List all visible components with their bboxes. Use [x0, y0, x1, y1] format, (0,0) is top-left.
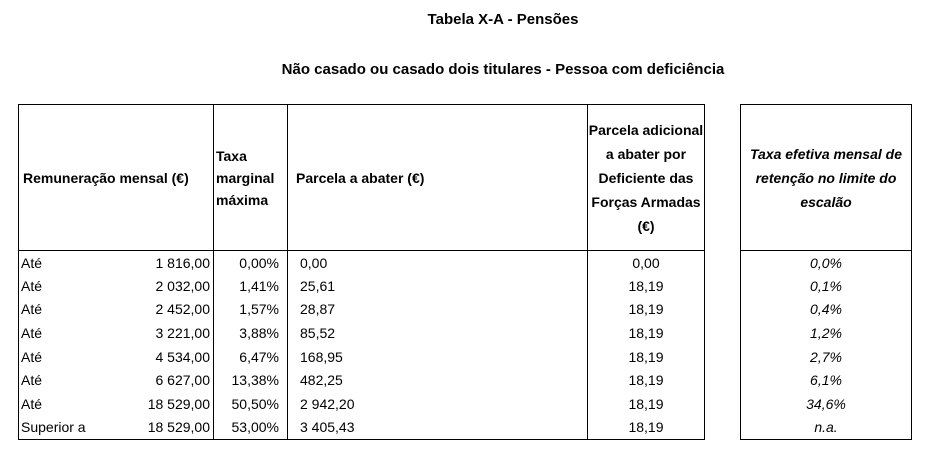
table-row [19, 298, 705, 322]
remuneracao-cell [19, 345, 214, 369]
parcela-cell: 3 405,43 [288, 416, 588, 440]
taxa-cell: 1,41% [214, 274, 288, 298]
adicional-cell: 18,19 [588, 345, 705, 369]
remuneracao-cell [19, 416, 214, 440]
table-row [19, 274, 705, 298]
header-remuneracao: Remuneração mensal (€) [19, 105, 214, 251]
remuneracao-label: Até [21, 348, 43, 365]
remuneracao-cell [19, 251, 214, 275]
remuneracao-value: 3 221,00 [155, 325, 210, 342]
header-parcela: Parcela a abater (€) [288, 105, 588, 251]
adicional-cell: 18,19 [588, 368, 705, 392]
efetiva-cell: 34,6% [741, 392, 912, 416]
taxa-cell: 3,88% [214, 321, 288, 345]
remuneracao-value: 18 529,00 [147, 419, 210, 436]
remuneracao-cell [19, 298, 214, 322]
adicional-cell: 18,19 [588, 416, 705, 440]
header-efetiva: Taxa efetiva mensal de retenção no limite do escalão [741, 105, 912, 251]
adicional-cell: 18,19 [588, 274, 705, 298]
remuneracao-label: Até [21, 277, 43, 294]
remuneracao-value: 1 816,00 [155, 254, 210, 271]
remuneracao-value: 6 627,00 [155, 372, 210, 389]
remuneracao-cell [19, 368, 214, 392]
parcela-cell: 2 942,20 [288, 392, 588, 416]
remuneracao-label: Superior a [21, 419, 86, 436]
adicional-cell: 18,19 [588, 392, 705, 416]
efetiva-cell: 2,7% [741, 345, 912, 369]
header-taxa: Taxa marginal máxima [214, 105, 288, 251]
parcela-cell: 168,95 [288, 345, 588, 369]
remuneracao-label: Até [21, 325, 43, 342]
main-table [18, 104, 704, 439]
remuneracao-cell [19, 321, 214, 345]
table-row [19, 251, 705, 275]
efetiva-cell: 0,0% [741, 251, 912, 275]
efetiva-cell: 0,1% [741, 274, 912, 298]
taxa-cell: 6,47% [214, 345, 288, 369]
remuneracao-label: Até [21, 395, 43, 412]
table-row [19, 368, 705, 392]
remuneracao-value: 18 529,00 [147, 395, 210, 412]
taxa-cell: 1,57% [214, 298, 288, 322]
table-title: Tabela X-A - Pensões [427, 11, 579, 28]
efetiva-cell: n.a. [741, 416, 912, 440]
efetiva-cell: 0,4% [741, 298, 912, 322]
table-row [741, 274, 912, 298]
table-row [19, 345, 705, 369]
parcela-cell: 85,52 [288, 321, 588, 345]
remuneracao-value: 4 534,00 [155, 348, 210, 365]
table-row [741, 368, 912, 392]
effective-rate-table [740, 104, 912, 439]
adicional-cell: 0,00 [588, 251, 705, 275]
taxa-cell: 13,38% [214, 368, 288, 392]
table-row [19, 321, 705, 345]
parcela-cell: 28,87 [288, 298, 588, 322]
parcela-cell: 25,61 [288, 274, 588, 298]
remuneracao-label: Até [21, 254, 43, 271]
remuneracao-label: Até [21, 301, 43, 318]
table-row [741, 251, 912, 275]
adicional-cell: 18,19 [588, 298, 705, 322]
remuneracao-label: Até [21, 372, 43, 389]
taxa-cell: 0,00% [214, 251, 288, 275]
header-adicional: Parcela adicional a abater por Deficiente das Forças Armadas (€) [588, 105, 705, 251]
efetiva-cell: 6,1% [741, 368, 912, 392]
efetiva-cell: 1,2% [741, 321, 912, 345]
parcela-cell: 0,00 [288, 251, 588, 275]
adicional-cell: 18,19 [588, 321, 705, 345]
table-row [741, 416, 912, 440]
remuneracao-value: 2 452,00 [155, 301, 210, 318]
remuneracao-cell [19, 392, 214, 416]
taxa-cell: 50,50% [214, 392, 288, 416]
table-row [741, 321, 912, 345]
table-row [19, 392, 705, 416]
table-row [741, 298, 912, 322]
table-row [19, 416, 705, 440]
taxa-cell: 53,00% [214, 416, 288, 440]
table-subtitle: Não casado ou casado dois titulares - Pessoa com deficiência [281, 61, 725, 78]
remuneracao-value: 2 032,00 [155, 277, 210, 294]
parcela-cell: 482,25 [288, 368, 588, 392]
table-row [741, 392, 912, 416]
table-row [741, 345, 912, 369]
remuneracao-cell [19, 274, 214, 298]
